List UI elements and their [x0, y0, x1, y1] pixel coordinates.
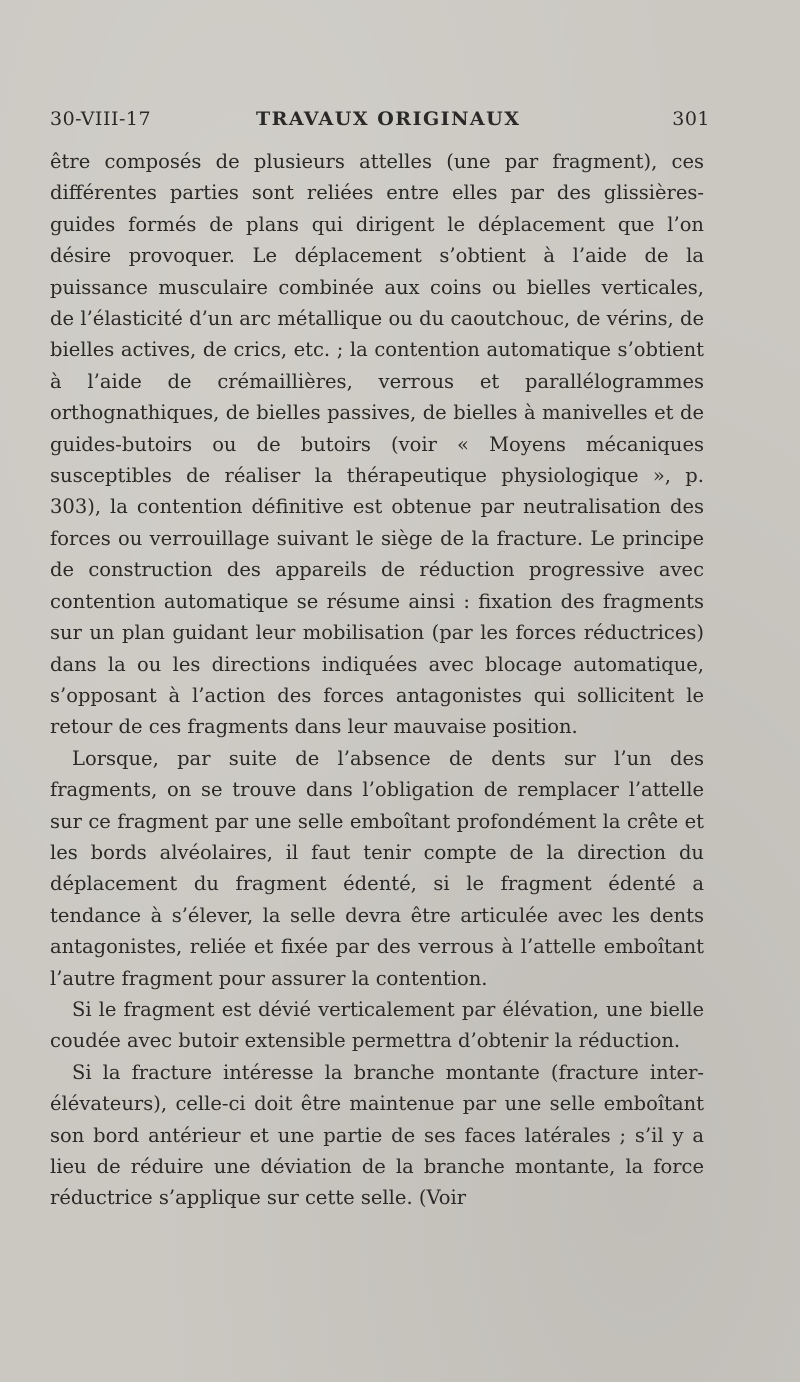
paragraph: Si la fracture intéresse la branche montante (fracture inter-élévateurs), celle-ci doit être maintenue par une selle emboîtant son bord antérieur et une partie de ses faces latérales ; s’il y a lieu de réduire une déviation de la branche montante, la force réductrice s’applique sur cette selle. (Voir: [50, 1060, 704, 1210]
header-date: 30-VIII-17: [50, 108, 152, 130]
running-header: [50, 108, 710, 138]
body-text: [50, 146, 704, 1214]
paragraph-continued: être composés de plusieurs attelles (une par fragment), ces différentes parties sont reliées entre elles par des glissières-guides formés de plans qui dirigent le déplacement que l’on désire provoquer. Le déplacement s’obtient à l’aide de la puissance musculaire combinée aux coins ou bielles verticales, de l’élasticité d’un arc métallique ou du caoutchouc, de vérins, de bielles actives, de crics, etc. ; la contention automatique s’obtient à l’aide de crémaillières, verrous et parallélogrammes orthognathiques, de bielles passives, de bielles à manivelles et de guides-butoirs ou de butoirs (voir « Moyens mécaniques susceptibles de réaliser la thérapeutique physiologique », p. 303), la contention définitive est obtenue par neutralisation des forces ou verrouillage suivant le siège de la fracture. Le principe de construction des appareils de réduction progressive avec contention automatique se résume ainsi : fixation des fragments sur un plan guidant leur mobilisation (par les forces réductrices) dans la ou les directions indiquées avec blocage automatique, s’opposant à l’action des forces antagonistes qui sollicitent le retour de ces fragments dans leur mauvaise position.: [50, 150, 704, 739]
paragraph: Lorsque, par suite de l’absence de dents sur l’un des fragments, on se trouve dans l’obligation de remplacer l’attelle sur ce fragment par une selle emboîtant profondément la crête et les bords alvéolaires, il faut tenir compte de la direction du déplacement du fragment édenté, si le fragment édenté a tendance à s’élever, la selle devra être articulée avec les dents antagonistes, reliée et fixée par des verrous à l’attelle emboîtant l’autre fragment pour assurer la contention.: [50, 746, 704, 990]
page-number: 301: [672, 108, 710, 130]
paragraph: Si le fragment est dévié verticalement par élévation, une bielle coudée avec butoir extensible permettra d’obtenir la réduction.: [50, 997, 704, 1053]
header-section-title: TRAVAUX ORIGINAUX: [256, 108, 521, 130]
